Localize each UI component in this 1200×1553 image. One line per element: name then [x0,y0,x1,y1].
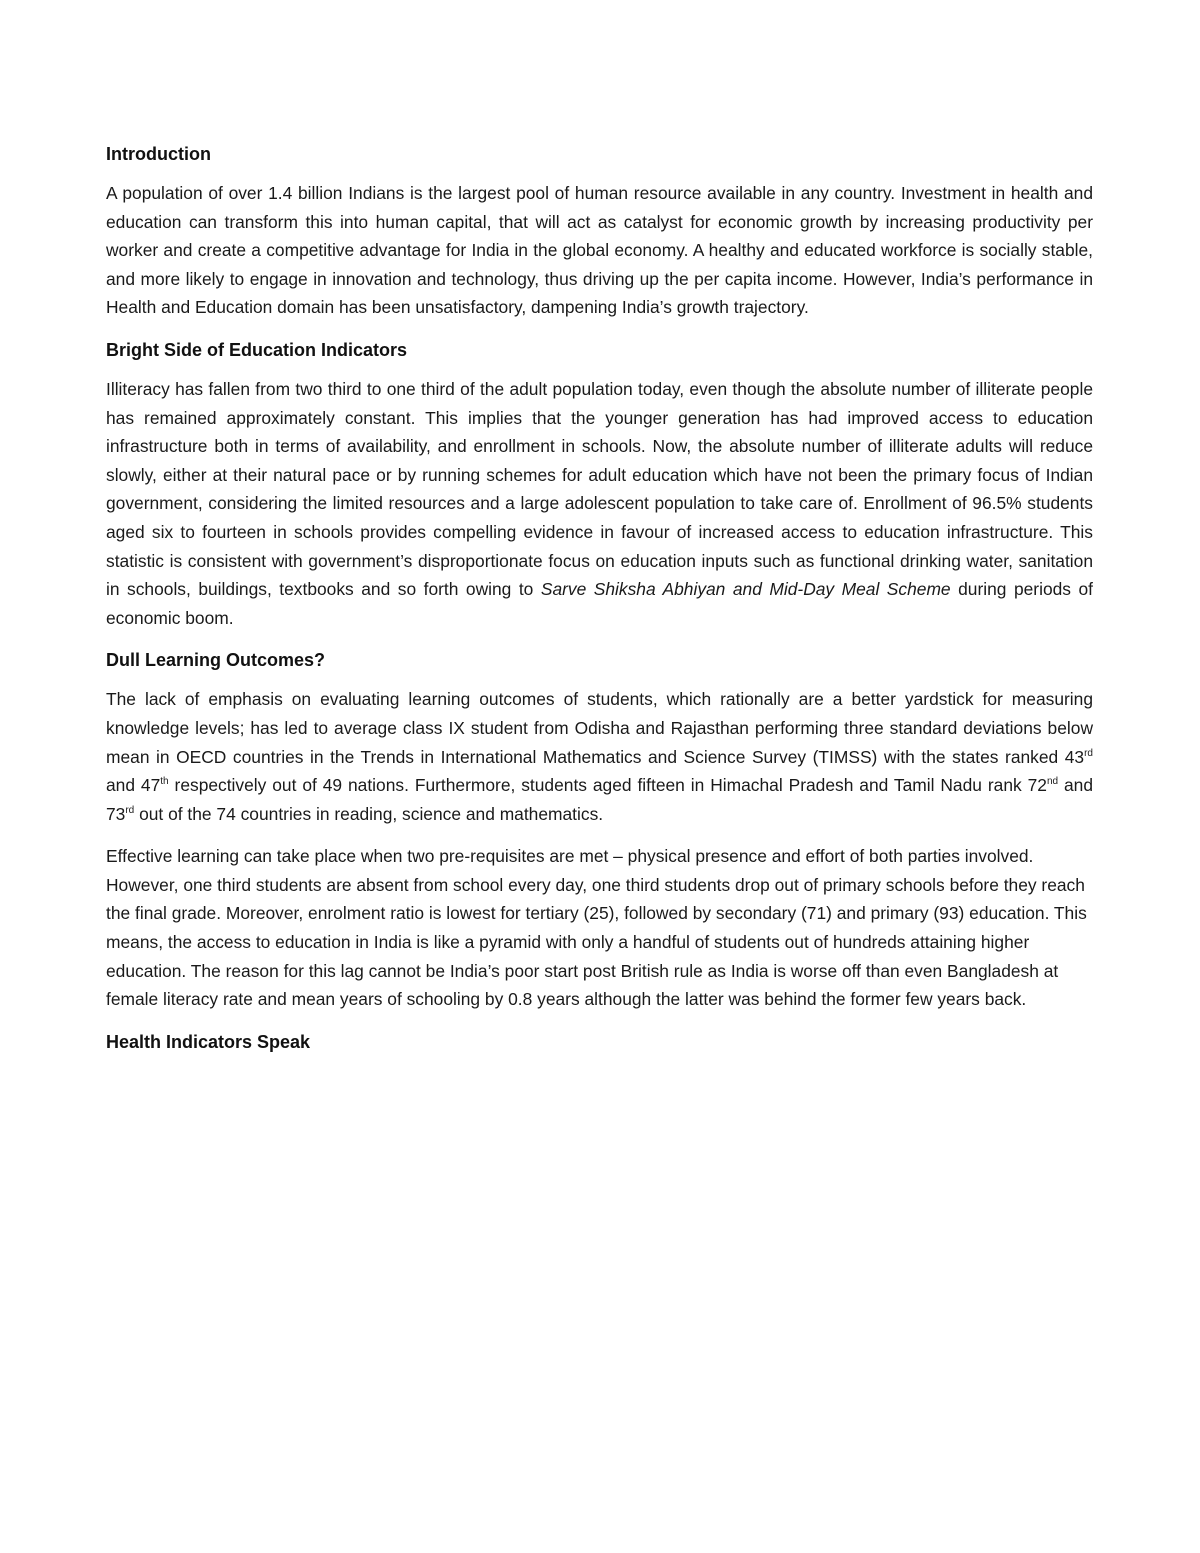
paragraph-text: during periods of economic boom. [106,579,1093,628]
paragraph-dull-learning [106,685,1093,828]
paragraph-text: and 73 [106,775,1093,824]
superscript: th [160,776,169,788]
document-page [106,140,1093,1067]
scheme-name: Sarve Shiksha Abhiyan [540,579,726,600]
paragraph-text: respectively out of 49 nations. Furthermore, students aged fifteen in Himachal Pradesh and Tamil Nadu rank 72 [168,775,1047,796]
paragraph-text: and 47 [106,775,161,796]
heading-introduction: Introduction [106,144,211,164]
superscript: rd [1084,747,1093,759]
scheme-name: Mid-Day Meal Scheme [769,579,951,600]
superscript: rd [125,804,135,816]
paragraph-text: and [725,579,770,600]
superscript: nd [1046,776,1059,788]
heading-health-indicators: Health Indicators Speak [106,1031,311,1052]
paragraph-effective-learning: Effective learning can take place when two pre-requisites are met – physical presence and effort of both parties involved. However, one third students are absent from school every day, one third students drop out of primary schools before they reach the final grade. Moreover, enrolment ratio is lowest for tertiary (25), followed by secondary (71) and primary (93) education. This means, the access to education in India is like a pyramid with only a handful of students out of hundreds attaining higher education. The reason for this lag cannot be India’s poor start post British rule as India is worse off than even Bangladesh at female literacy rate and mean years of schooling by 0.8 years although the latter was behind the former few years back. [106,846,1087,1010]
paragraph-text: out of the 74 countries in reading, science and mathematics. [134,803,604,824]
paragraph-bright-side [106,375,1093,632]
paragraph-introduction: A population of over 1.4 billion Indians is the largest pool of human resource available in any country. Investment in health and education can transform this into human capital, that will act as catalyst for economic growth by increasing productivity per worker and create a competitive advantage for India in the global economy. A healthy and educated workforce is socially stable, and more likely to engage in innovation and technology, thus driving up the per capita income. However, India’s performance in Health and Education domain has been unsatisfactory, dampening India’s growth trajectory. [106,183,1093,318]
paragraph-text: Illiteracy has fallen from two third to one third of the adult population today, even though the absolute number of illiterate people has remained approximately constant. This implies that the younger generation has had improved access to education infrastructure both in terms of availability, and enrollment in schools. Now, the absolute number of illiterate adults will reduce slowly, either at their natural pace or by running schemes for adult education which have not been the primary focus of Indian government, considering the limited resources and a large adolescent population to take care of. Enrollment of 96.5% students aged six to fourteen in schools provides compelling evidence in favour of increased access to education infrastructure. This statistic is consistent with government’s disproportionate focus on education inputs such as functional drinking water, sanitation in schools, buildings, textbooks and so forth owing to [106,378,1093,600]
paragraph-text: The lack of emphasis on evaluating learning outcomes of students, which rationally are a better yardstick for measuring knowledge levels; has led to average class IX student from Odisha and Rajasthan performing three standard deviations below mean in OECD countries in the Trends in International Mathematics and Science Survey (TIMSS) with the states ranked 43 [106,689,1093,767]
heading-dull-learning: Dull Learning Outcomes? [106,650,326,671]
heading-bright-side: Bright Side of Education Indicators [106,339,408,360]
